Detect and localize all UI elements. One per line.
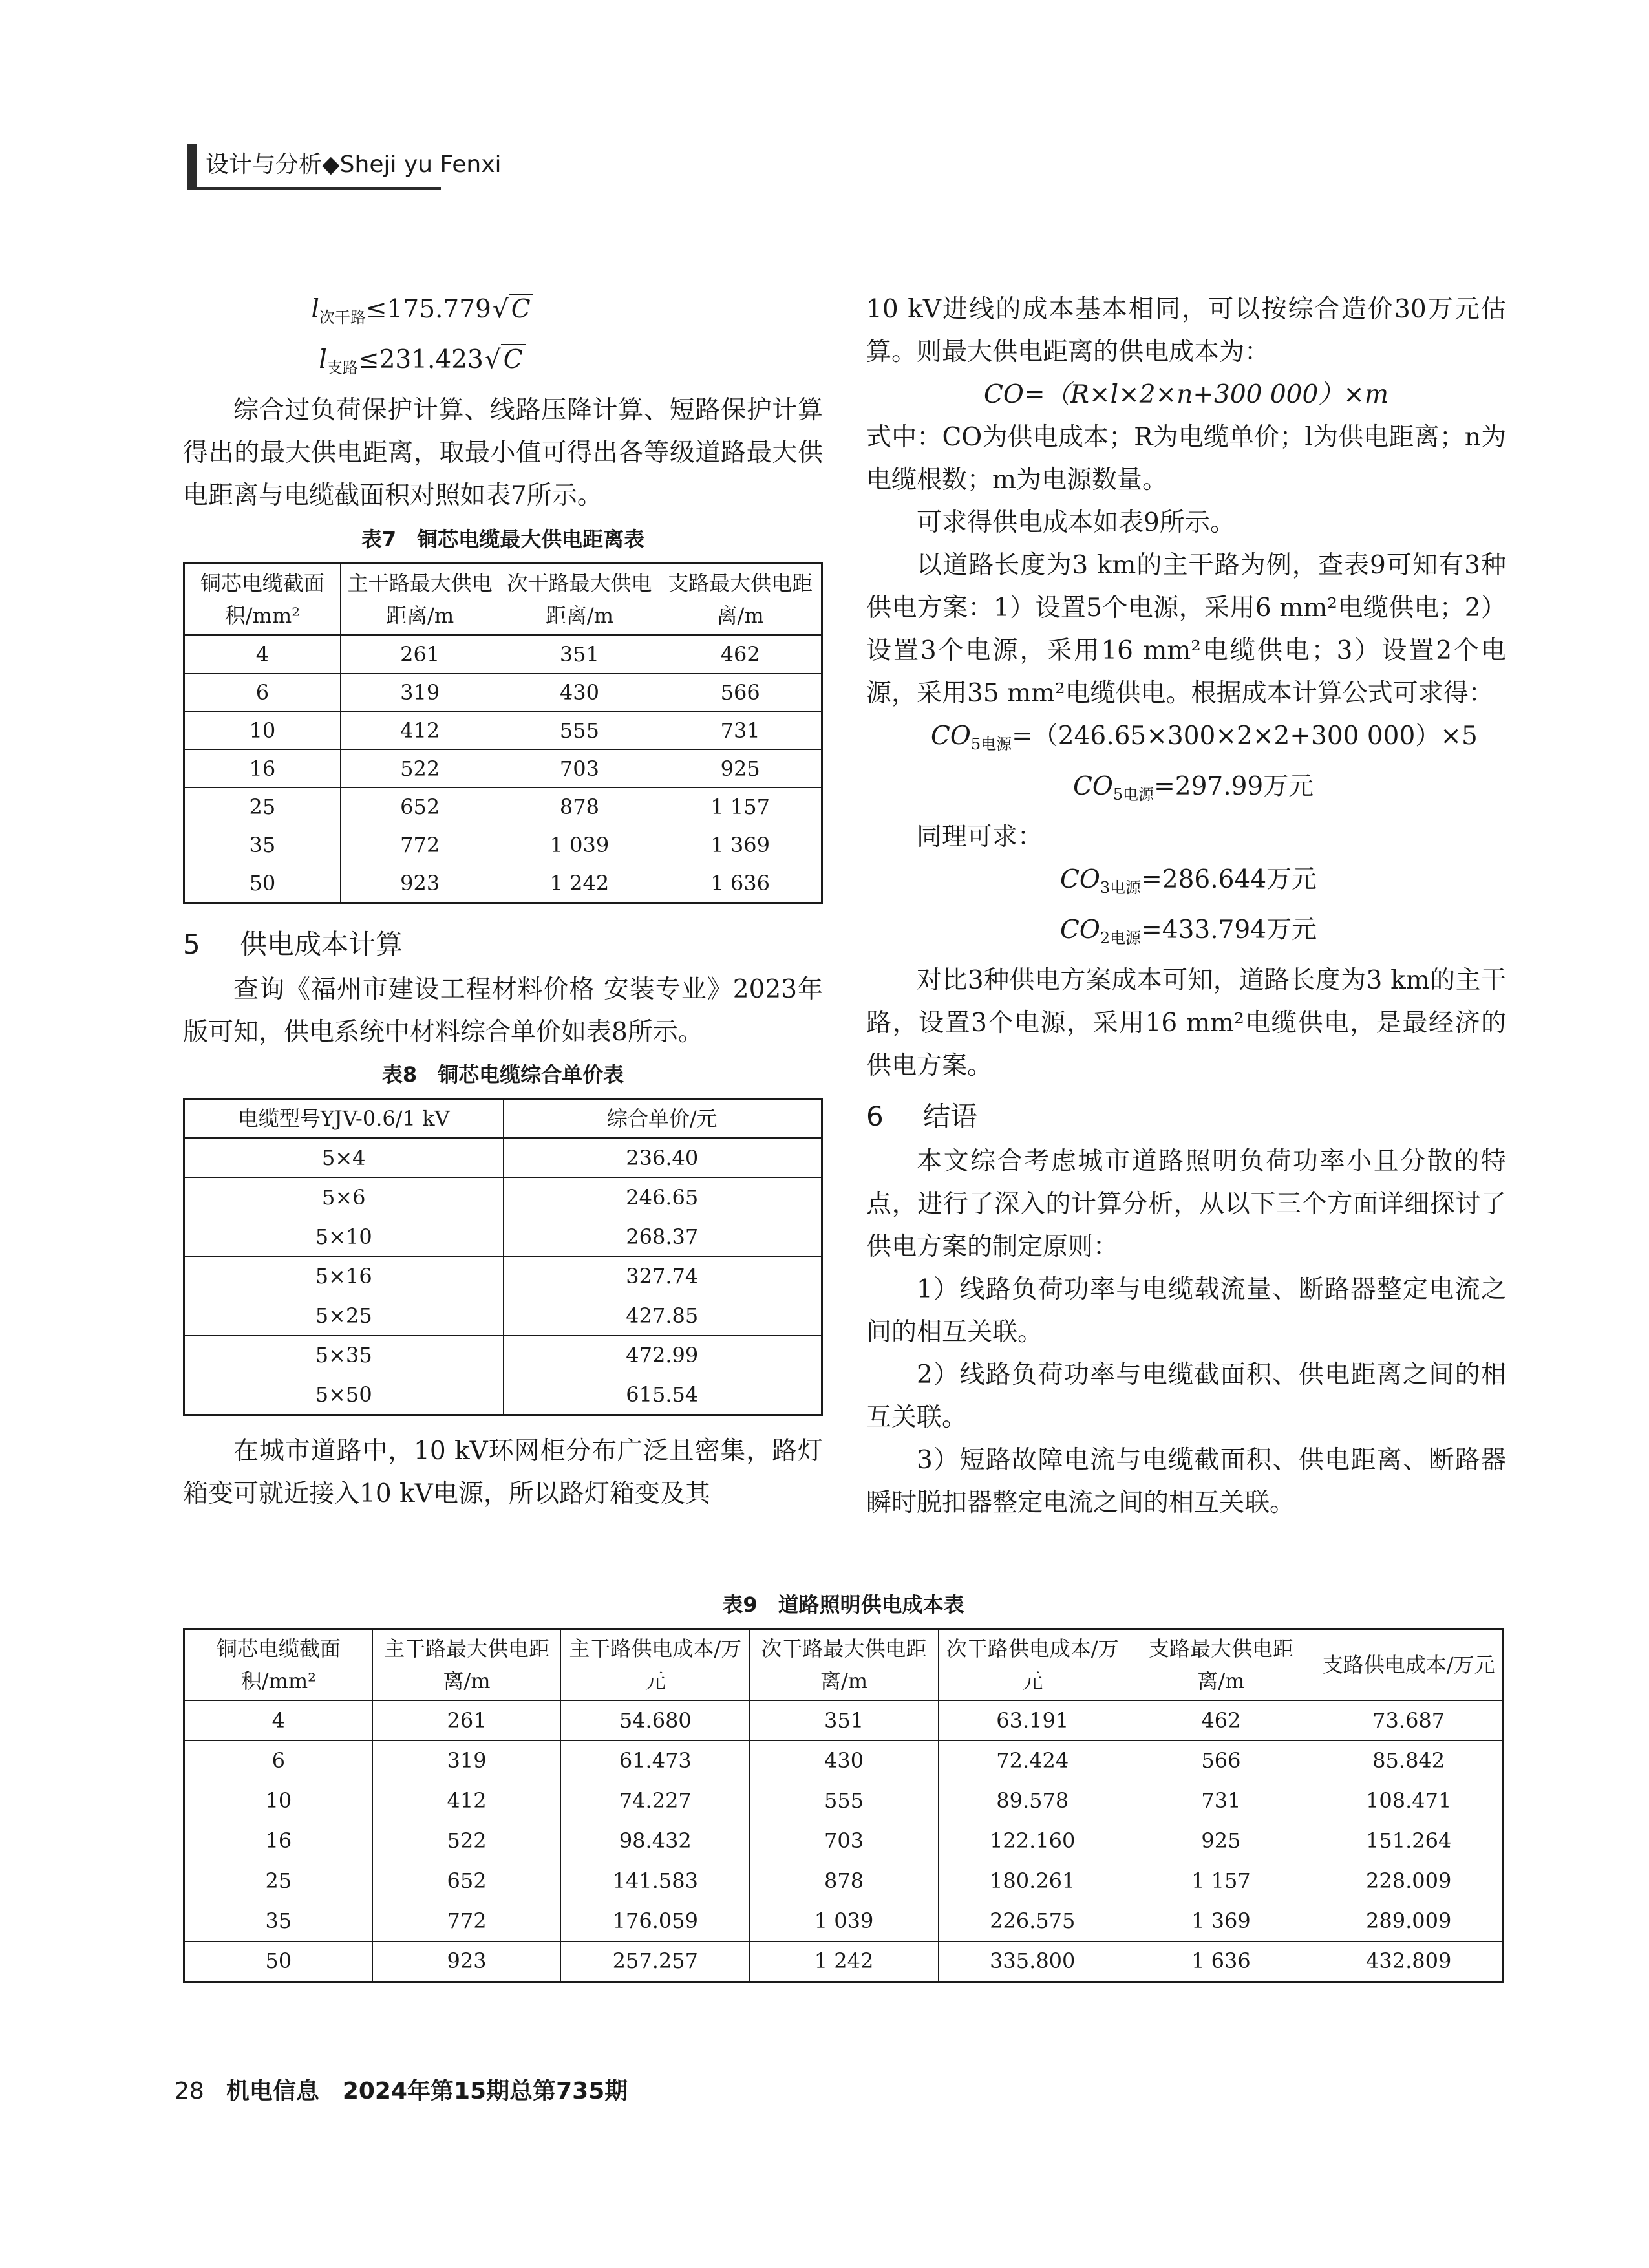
table-row: 25 652 141.583 878 180.261 1 157 228.009 [184, 1861, 1503, 1901]
table-header-cell: 次干路最大供电距离/m [750, 1629, 939, 1701]
table-row: 5×10 268.37 [184, 1217, 822, 1257]
running-header: 设计与分析◆Sheji yu Fenxi [206, 151, 502, 178]
table-header-cell: 支路最大供电距离/m [1127, 1629, 1315, 1701]
paragraph: 10 kV进线的成本基本相同，可以按综合造价30万元估算。则最大供电距离的供电成本为： [866, 295, 1506, 367]
table-header-cell: 铜芯电缆截面积/mm² [184, 564, 341, 636]
formula-branch-road: $l_{支路}\le 231.423√$ C [21, 339, 823, 389]
table-header-cell: 综合单价/元 [503, 1099, 822, 1139]
formula-supply-cost: CO=（R×l×2×n+300 000）×m [984, 380, 1388, 409]
right-column [866, 288, 1506, 1524]
table-row: 10 412 74.227 555 89.578 731 108.471 [184, 1781, 1503, 1821]
paragraph: 综合过负荷保护计算、线路压降计算、短路保护计算得出的最大供电距离，取最小值可得出各等级道路最大供电距离与电缆截面积对照如表7所示。 [183, 396, 823, 510]
header-bar [187, 144, 197, 187]
left-column [183, 288, 823, 1515]
table-row: 5×6 246.65 [184, 1178, 822, 1217]
table-row: 35 772 176.059 1 039 226.575 1 369 289.009 [184, 1901, 1503, 1942]
table-row: 6 319 61.473 430 72.424 566 85.842 [184, 1741, 1503, 1781]
page-footer [175, 2073, 628, 2106]
table9 [183, 1628, 1504, 1983]
journal-info: 机电信息 2024年第15期总第735期 [226, 2078, 628, 2104]
table-header-cell: 主干路最大供电距离/m [372, 1629, 561, 1701]
table7-caption: 表7 铜芯电缆最大供电距离表 [361, 527, 645, 551]
formula-calc-5-sources: $CO_{5电源}=(246.65\times 300\times 2\times 2+300$ 000）×5 [931, 722, 1478, 753]
formula-result-3-sources: $CO_{3电源}=286.644$万元 [1060, 865, 1317, 897]
paragraph: 本文综合考虑城市道路照明负荷功率小且分散的特点，进行了深入的计算分析，从以下三个方面详细探讨了供电方案的制定原则： [866, 1147, 1506, 1261]
list-item: 2）线路负荷功率与电缆截面积、供电距离之间的相互关联。 [866, 1360, 1506, 1432]
table-row: 5×50 615.54 [184, 1375, 822, 1415]
formula-secondary-road: $l_{次干路}\le 175.779√$ C [21, 288, 823, 339]
table-header-cell: 次干路最大供电距离/m [500, 564, 659, 636]
page-number: 28 [175, 2078, 204, 2104]
table8-caption: 表8 铜芯电缆综合单价表 [381, 1062, 624, 1087]
table-row: 5×35 472.99 [184, 1336, 822, 1375]
table-row: 35 772 1 039 1 369 [184, 826, 822, 864]
table-row: 16 522 98.432 703 122.160 925 151.264 [184, 1821, 1503, 1861]
table9-block [183, 1584, 1504, 1983]
table-header-cell: 电缆型号YJV-0.6/1 kV [184, 1099, 504, 1139]
table-row: 5×16 327.74 [184, 1257, 822, 1296]
list-item: 3）短路故障电流与电缆截面积、供电距离、断路器瞬时脱扣器整定电流之间的相互关联。 [866, 1446, 1506, 1517]
paragraph: 可求得供电成本如表9所示。 [917, 508, 1235, 537]
table-row: 50 923 1 242 1 636 [184, 864, 822, 903]
table-header-cell: 支路最大供电距离/m [659, 564, 822, 636]
table-row: 4 261 351 462 [184, 635, 822, 674]
table7 [183, 562, 823, 904]
paragraph: 以道路长度为3 km的主干路为例，查表9可知有3种供电方案：1）设置5个电源，采用6 mm²电缆供电；2）设置3个电源，采用16 mm²电缆供电；3）设置2个电源，采用35 mm²电缆供电。根据成本计算公式可求得： [866, 551, 1506, 708]
table-header-cell: 主干路最大供电距离/m [340, 564, 500, 636]
table-header-cell: 铜芯电缆截面积/mm² [184, 1629, 373, 1701]
paragraph: 查询《福州市建设工程材料价格 安装专业》2023年版可知，供电系统中材料综合单价如表8所示。 [183, 975, 823, 1047]
paragraph: 对比3种供电方案成本可知，道路长度为3 km的主干路，设置3个电源，采用16 mm²电缆供电，是最经济的供电方案。 [866, 966, 1506, 1080]
table-row: 5×25 427.85 [184, 1296, 822, 1336]
paragraph: 式中：CO为供电成本；R为电缆单价；l为供电距离；n为电缆根数；m为电源数量。 [866, 423, 1506, 495]
formula-result-5-sources: $CO_{5电源}=297.99$万元 [1073, 772, 1314, 804]
table-header-cell: 主干路供电成本/万元 [561, 1629, 750, 1701]
table-header-cell: 次干路供电成本/万元 [938, 1629, 1127, 1701]
table-row: 4 261 54.680 351 63.191 462 73.687 [184, 1700, 1503, 1741]
formula-result-2-sources: $CO_{2电源}=433.794$万元 [1060, 915, 1317, 947]
table9-caption: 表9 道路照明供电成本表 [722, 1592, 964, 1617]
section-heading-5: 5 供电成本计算 [183, 928, 403, 960]
table8 [183, 1098, 823, 1416]
header-rule [187, 187, 441, 190]
table-header-cell: 支路供电成本/万元 [1315, 1629, 1503, 1701]
table-row: 5×4 236.40 [184, 1138, 822, 1178]
paragraph: 同理可求： [917, 822, 1043, 851]
table-row: 10 412 555 731 [184, 712, 822, 750]
table-row: 25 652 878 1 157 [184, 788, 822, 826]
paragraph: 在城市道路中，10 kV环网柜分布广泛且密集，路灯箱变可就近接入10 kV电源，所以路灯箱变及其 [183, 1437, 823, 1508]
table-row: 16 522 703 925 [184, 750, 822, 788]
list-item: 1）线路负荷功率与电缆载流量、断路器整定电流之间的相互关联。 [866, 1275, 1506, 1347]
table-row: 50 923 257.257 1 242 335.800 1 636 432.809 [184, 1942, 1503, 1982]
section-heading-6: 6 结语 [866, 1100, 978, 1132]
table-row: 6 319 430 566 [184, 674, 822, 712]
